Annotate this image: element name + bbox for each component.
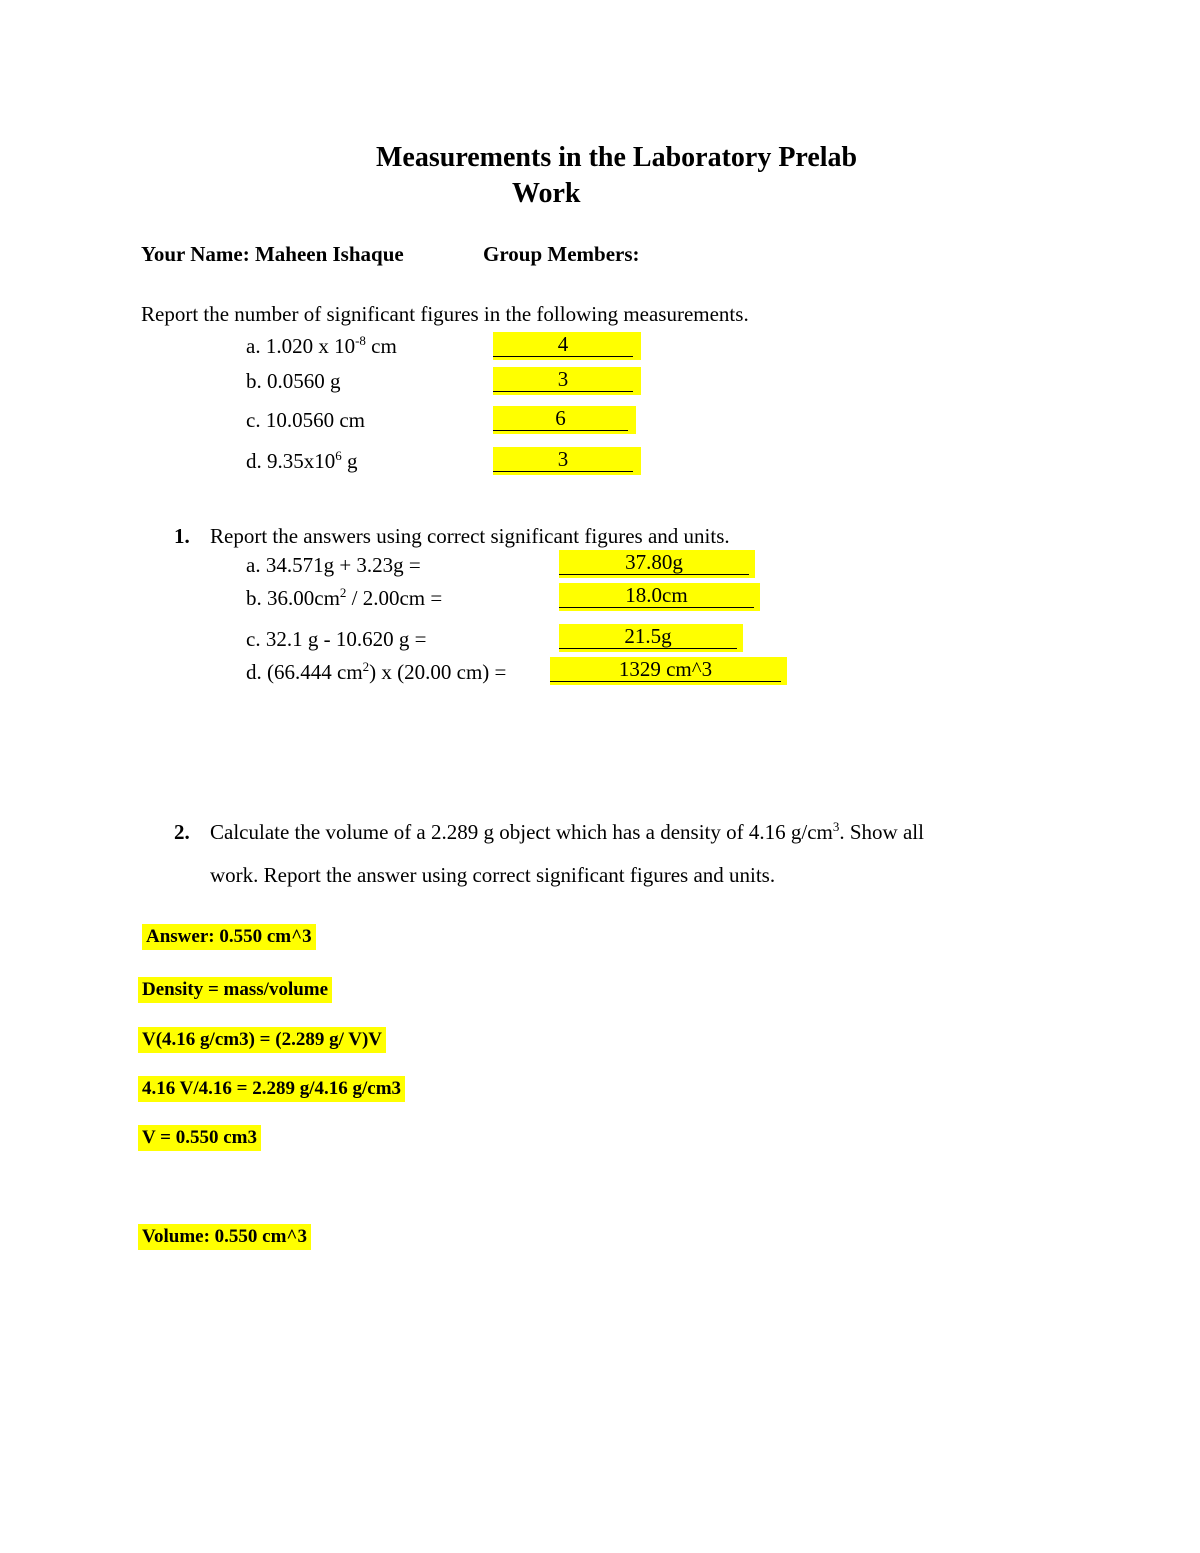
question2-line2: work. Report the answer using correct significant figures and units. (210, 863, 776, 887)
sigfig-item-d (246, 449, 358, 474)
answer-value: 3 (493, 447, 633, 472)
q1-item-a (246, 553, 421, 578)
work-step-3: 4.16 V/4.16 = 2.289 g/4.16 g/cm3 (138, 1076, 405, 1102)
item-exponent: 2 (362, 659, 370, 674)
item-text-rest: / 2.00cm = (346, 586, 443, 610)
item-letter: c. (246, 408, 261, 432)
item-text: (66.444 cm (267, 660, 363, 684)
item-text: 9.35x10 (267, 449, 336, 473)
question1-prompt: Report the answers using correct significant figures and units. (210, 524, 730, 548)
item-letter: a. (246, 334, 261, 358)
q1-item-c (246, 627, 426, 652)
work-step-2: V(4.16 g/cm3) = (2.289 g/ V)V (138, 1027, 386, 1053)
item-text: 34.571g + 3.23g = (265, 553, 421, 577)
q1-answer-c (559, 624, 743, 652)
volume-line: Volume: 0.550 cm^3 (138, 1224, 311, 1250)
answer-line: Answer: 0.550 cm^3 (142, 924, 316, 950)
answer-value: 37.80g (559, 550, 749, 575)
item-letter: b. (246, 369, 262, 393)
answer-value: 6 (493, 406, 628, 431)
question1-number: 1. (174, 524, 190, 548)
work-step-1: Density = mass/volume (138, 977, 332, 1003)
name-field (141, 242, 404, 267)
item-letter: b. (246, 586, 262, 610)
question2-number: 2. (174, 820, 190, 844)
item-exponent: -8 (355, 333, 366, 348)
item-letter: d. (246, 660, 262, 684)
q1-answer-d (550, 657, 787, 685)
item-text: 36.00cm (267, 586, 340, 610)
answer-value: 3 (493, 367, 633, 392)
item-text: 32.1 g - 10.620 g = (265, 627, 427, 651)
work-step-4: V = 0.550 cm3 (138, 1125, 261, 1151)
question2-line1 (210, 820, 924, 845)
q1-item-d (246, 660, 506, 685)
item-letter: c. (246, 627, 261, 651)
question2-text-rest: . Show all (839, 820, 924, 844)
sigfig-answer-c (493, 406, 636, 434)
sigfigs-prompt: Report the number of significant figures in the following measurements. (141, 302, 749, 326)
question2-exponent: 3 (832, 819, 840, 834)
page-title-line1: Measurements in the Laboratory Prelab (376, 142, 858, 173)
q1-item-b (246, 586, 442, 611)
q1-answer-b (559, 583, 760, 611)
item-letter: a. (246, 553, 261, 577)
name-label: Your Name: (141, 242, 250, 266)
q1-answer-a (559, 550, 755, 578)
group-members-label: Group Members: (483, 242, 640, 266)
name-value: Maheen Ishaque (254, 242, 404, 266)
sigfig-item-c (246, 408, 365, 433)
item-text-rest: ) x (20.00 cm) = (369, 660, 507, 684)
item-exponent: 6 (335, 448, 342, 463)
item-letter: d. (246, 449, 262, 473)
answer-value: 18.0cm (559, 583, 754, 608)
sigfig-answer-d (493, 447, 641, 475)
answer-value: 1329 cm^3 (550, 657, 781, 682)
page-title-line2: Work (512, 178, 581, 209)
item-text: 10.0560 cm (265, 408, 365, 432)
sigfig-answer-a (493, 332, 641, 360)
answer-value: 21.5g (559, 624, 737, 649)
item-text: 0.0560 g (267, 369, 341, 393)
sigfig-item-b (246, 369, 341, 394)
question2-text: Calculate the volume of a 2.289 g object which has a density of 4.16 g/cm (210, 820, 833, 844)
item-text: 1.020 x 10 (265, 334, 356, 358)
item-unit: g (341, 449, 358, 473)
item-unit: cm (365, 334, 397, 358)
answer-value: 4 (493, 332, 633, 357)
sigfig-item-a (246, 334, 397, 359)
item-exponent: 2 (339, 585, 347, 600)
sigfig-answer-b (493, 367, 641, 395)
